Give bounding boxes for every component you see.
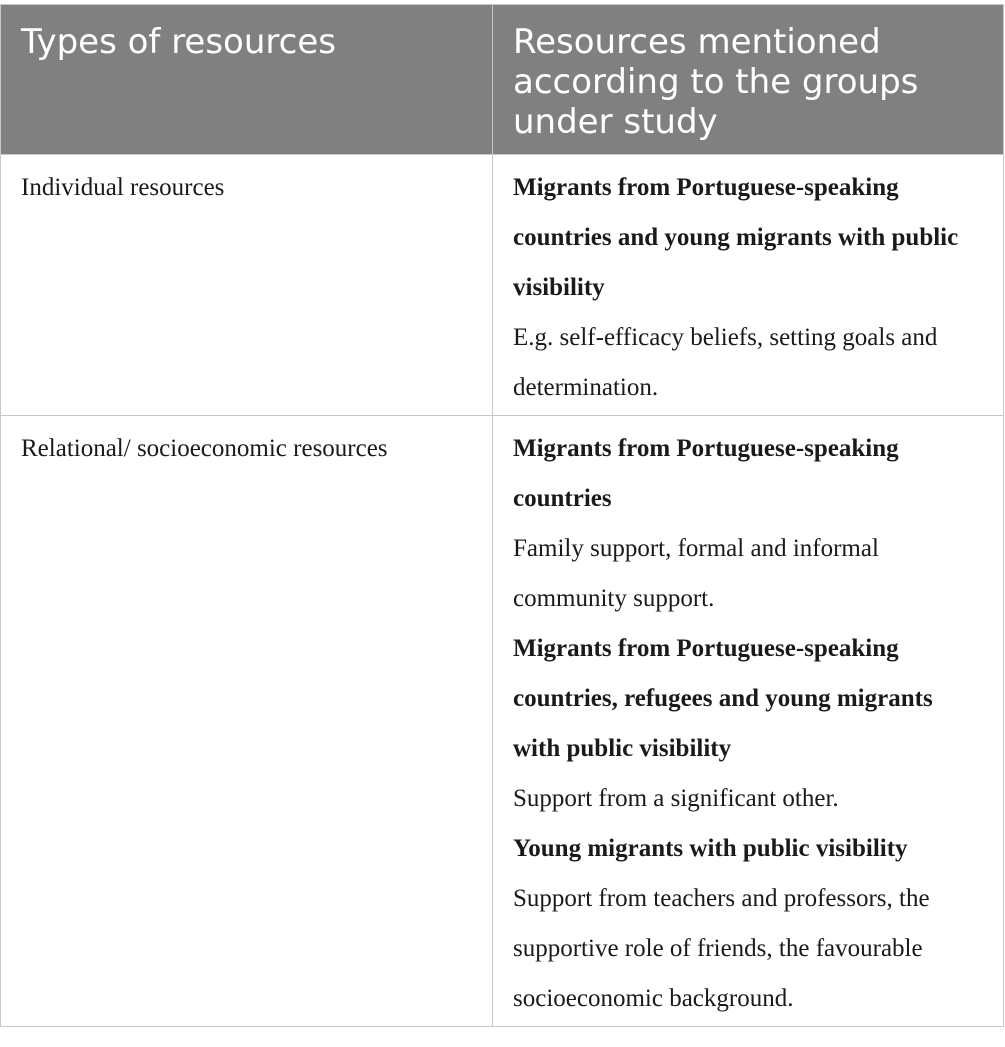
resource-type-cell: Individual resources — [1, 155, 493, 416]
resource-groups-cell — [493, 416, 1004, 1027]
table-header — [1, 5, 1004, 155]
table-body — [1, 155, 1004, 1027]
header-types-of-resources: Types of resources — [1, 5, 493, 155]
table-row — [1, 155, 1004, 416]
group-description: Support from teachers and professors, the supportive role of friends, the favourable socioeconomic background. — [513, 885, 930, 1012]
header-row — [1, 5, 1004, 155]
group-description: Support from a significant other. — [513, 785, 839, 812]
header-resources-mentioned: Resources mentioned according to the groups under study — [493, 5, 1004, 155]
group-description: E.g. self-efficacy beliefs, setting goals and determination. — [513, 324, 938, 401]
group-title: Migrants from Portuguese-speaking countries and young migrants with public visibility — [513, 174, 959, 301]
group-title: Migrants from Portuguese-speaking countries — [513, 435, 899, 512]
resources-table — [0, 4, 1004, 1027]
resource-type-cell: Relational/ socioeconomic resources — [1, 416, 493, 1027]
resource-groups-cell — [493, 155, 1004, 416]
group-title: Migrants from Portuguese-speaking countries, refugees and young migrants with public visibility — [513, 635, 933, 762]
group-description: Family support, formal and informal community support. — [513, 535, 879, 612]
table-row — [1, 416, 1004, 1027]
group-title: Young migrants with public visibility — [513, 835, 908, 862]
